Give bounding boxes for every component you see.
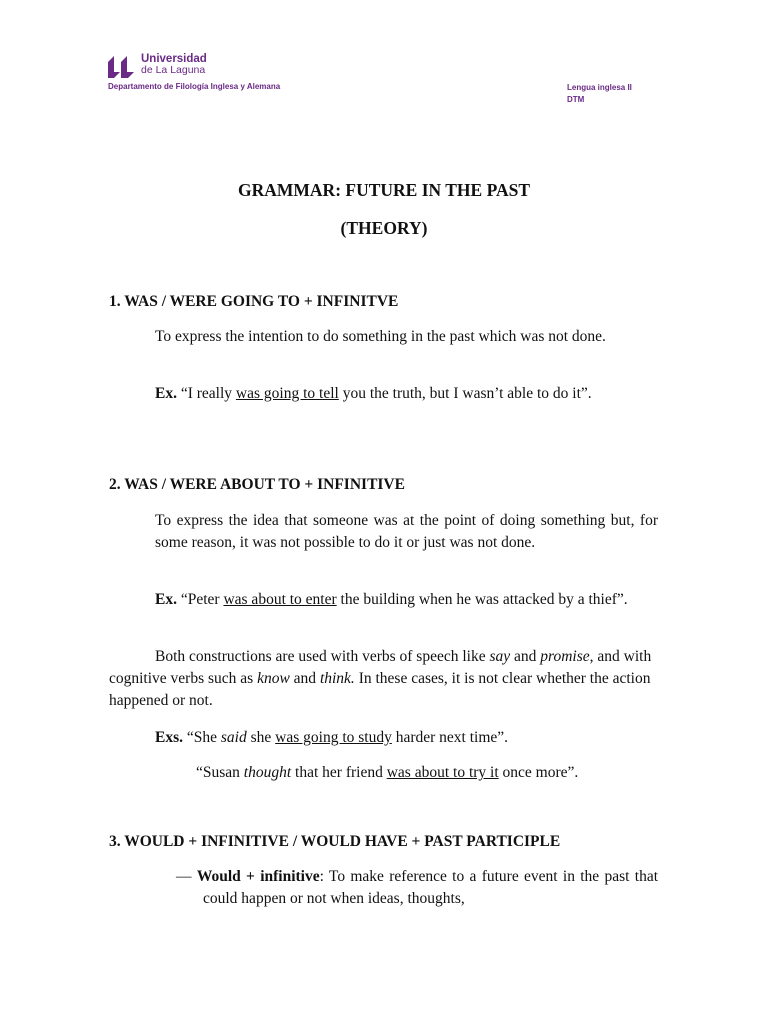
verb-said: said: [220, 729, 247, 746]
section-2-heading: 2. WAS / WERE ABOUT TO + INFINITIVE: [109, 476, 405, 493]
explanation-text: Both constructions are used with verbs of speech like: [155, 648, 490, 665]
explanation-text: In these cases, it is not clear whether the action happened or not.: [109, 670, 651, 709]
example-underlined: was about to try it: [386, 764, 499, 781]
example-underlined: was going to tell: [235, 385, 339, 402]
verb-thought: thought: [243, 764, 292, 781]
example-underlined: was about to enter: [223, 591, 337, 608]
section-2-example: [155, 589, 658, 611]
section-1-description: To express the intention to do something in the past which was not done.: [155, 328, 606, 345]
example-text-pre: “Peter: [176, 591, 224, 608]
document-subtitle: (THEORY): [340, 218, 428, 238]
examples-label: Exs.: [155, 729, 183, 746]
example-text: “She: [183, 729, 221, 746]
verb-say: say: [489, 648, 511, 665]
section-2-examples-1: [155, 727, 675, 749]
section-3-item: [176, 866, 658, 910]
course-info: [567, 82, 632, 106]
section-2-examples-2: [196, 762, 676, 784]
example-text-post: you the truth, but I wasn’t able to do it”.: [338, 385, 592, 402]
section-2-description: To express the idea that someone was at the point of doing something but, for some reason, it was not possible to do it or just was not done.: [155, 512, 658, 551]
section-1-heading: 1. WAS / WERE GOING TO + INFINITVE: [109, 293, 399, 310]
explanation-text: and: [510, 648, 541, 665]
example-text: that her friend: [291, 764, 387, 781]
example-text: harder next time”.: [391, 729, 509, 746]
section-3-heading: 3. WOULD + INFINITIVE / WOULD HAVE + PAST PARTICIPLE: [109, 833, 561, 850]
course-code: DTM: [567, 95, 585, 104]
example-label: Ex.: [155, 385, 177, 402]
university-name: [141, 54, 207, 76]
department-name: Departamento de Filología Inglesa y Alemana: [108, 82, 281, 91]
document-title: GRAMMAR: FUTURE IN THE PAST: [238, 180, 530, 200]
university-name-line2: de La Laguna: [141, 64, 206, 76]
item-label: Would + infinitive: [196, 868, 320, 885]
example-text: “Susan: [196, 764, 244, 781]
university-logo-icon: [108, 56, 134, 78]
verb-promise: promise: [540, 648, 590, 665]
explanation-text: , and with cognitive verbs such as: [109, 648, 652, 687]
verb-think: think.: [319, 670, 355, 687]
example-text-post: the building when he was attacked by a thief”.: [336, 591, 628, 608]
item-dash: —: [176, 868, 197, 885]
item-text: : To make reference to a future event in the past that could happen or not when ideas, thoughts,: [203, 868, 658, 907]
example-text: once more”.: [498, 764, 579, 781]
course-name: Lengua inglesa II: [567, 83, 632, 92]
explanation-text: and: [289, 670, 320, 687]
example-text-pre: “I really: [176, 385, 236, 402]
section-1-example: [155, 383, 645, 405]
university-name-line1: Universidad: [141, 53, 207, 65]
verb-know: know: [257, 670, 290, 687]
example-text: she: [246, 729, 276, 746]
section-2-explanation: [109, 646, 658, 712]
example-underlined: was going to study: [275, 729, 392, 746]
example-label: Ex.: [155, 591, 177, 608]
page-header: [0, 0, 768, 110]
